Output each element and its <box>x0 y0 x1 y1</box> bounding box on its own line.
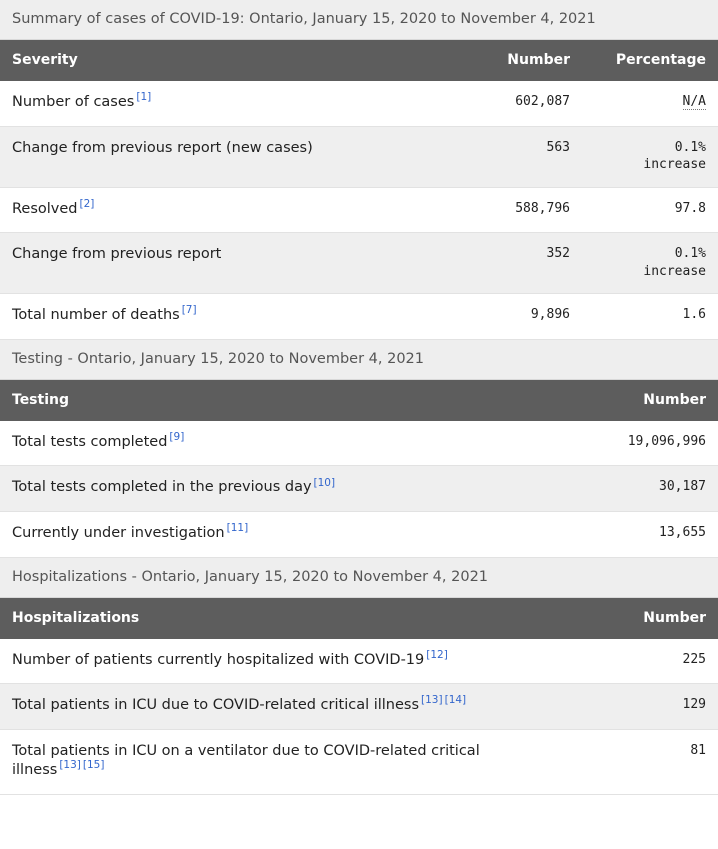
row-percentage: 0.1% increase <box>582 233 718 294</box>
row-label: Total tests completed in the previous day [10] <box>0 466 520 512</box>
row-label: Change from previous report <box>0 233 430 294</box>
table-row <box>0 294 718 340</box>
row-number: 225 <box>520 639 718 684</box>
reference-link[interactable]: [10] <box>313 476 336 489</box>
column-header-hospitalizations: Hospitalizations <box>0 597 520 639</box>
header-row-cases <box>0 40 718 82</box>
row-label: Total patients in ICU due to COVID-related critical illness [13] [14] <box>0 684 520 730</box>
table-row <box>0 187 718 233</box>
header-row-testing <box>0 379 718 421</box>
row-percentage: 0.1% increase <box>582 126 718 187</box>
table-row <box>0 512 718 558</box>
column-header-severity: Severity <box>0 40 430 82</box>
section-caption-hospitalizations <box>0 558 718 598</box>
covid-testing-table <box>0 340 718 558</box>
reference-link[interactable]: [1] <box>136 91 152 104</box>
row-label: Total tests completed [9] <box>0 421 520 466</box>
row-label: Resolved [2] <box>0 187 430 233</box>
row-number: 30,187 <box>520 466 718 512</box>
reference-link[interactable]: [15] <box>82 759 105 772</box>
table-row <box>0 421 718 466</box>
row-label: Change from previous report (new cases) <box>0 126 430 187</box>
reference-link[interactable]: [13] <box>421 694 443 707</box>
reference-link[interactable]: [13] <box>59 759 81 772</box>
table-row <box>0 729 718 794</box>
column-header-number: Number <box>430 40 582 82</box>
column-header-number: Number <box>520 597 718 639</box>
column-header-percentage: Percentage <box>582 40 718 82</box>
reference-link[interactable]: [14] <box>444 694 467 707</box>
table-row <box>0 126 718 187</box>
caption-text: Hospitalizations - Ontario, January 15, 2020 to November 4, 2021 <box>0 558 718 598</box>
section-testing <box>0 340 718 557</box>
row-percentage-trend: increase <box>643 157 706 173</box>
row-label: Total number of deaths [7] <box>0 294 430 340</box>
row-percentage: N/A <box>582 81 718 126</box>
table-row <box>0 233 718 294</box>
row-label: Total patients in ICU on a ventilator due to COVID-related critical illness [13] [15] <box>0 729 520 794</box>
covid-summary-table <box>0 0 718 340</box>
section-caption-cases <box>0 0 718 40</box>
row-label: Currently under investigation [11] <box>0 512 520 558</box>
reference-link[interactable]: [11] <box>226 522 249 535</box>
header-row-hospitalizations <box>0 597 718 639</box>
covid-hospitalizations-table <box>0 558 718 795</box>
row-label: Number of cases [1] <box>0 81 430 126</box>
row-percentage: 1.6 <box>582 294 718 340</box>
reference-link[interactable]: [12] <box>426 648 448 661</box>
caption-text: Summary of cases of COVID-19: Ontario, January 15, 2020 to November 4, 2021 <box>0 0 718 40</box>
table-row <box>0 81 718 126</box>
row-number: 602,087 <box>430 81 582 126</box>
column-header-testing: Testing <box>0 379 520 421</box>
caption-text: Testing - Ontario, January 15, 2020 to November 4, 2021 <box>0 340 718 380</box>
row-number: 588,796 <box>430 187 582 233</box>
row-number: 563 <box>430 126 582 187</box>
row-label: Number of patients currently hospitalized with COVID-19 [12] <box>0 639 520 684</box>
row-number: 129 <box>520 684 718 730</box>
section-caption-testing <box>0 340 718 380</box>
table-row <box>0 684 718 730</box>
row-number: 352 <box>430 233 582 294</box>
row-number: 9,896 <box>430 294 582 340</box>
row-number: 19,096,996 <box>520 421 718 466</box>
row-percentage-trend: increase <box>643 263 706 279</box>
reference-link[interactable]: [9] <box>169 431 185 444</box>
row-percentage: 97.8 <box>582 187 718 233</box>
section-hospitalizations <box>0 558 718 795</box>
table-row <box>0 466 718 512</box>
reference-link[interactable]: [2] <box>79 197 95 210</box>
reference-link[interactable]: [7] <box>181 304 197 317</box>
row-number: 13,655 <box>520 512 718 558</box>
section-cases <box>0 0 718 339</box>
column-header-number: Number <box>520 379 718 421</box>
row-number: 81 <box>520 729 718 794</box>
table-row <box>0 639 718 684</box>
